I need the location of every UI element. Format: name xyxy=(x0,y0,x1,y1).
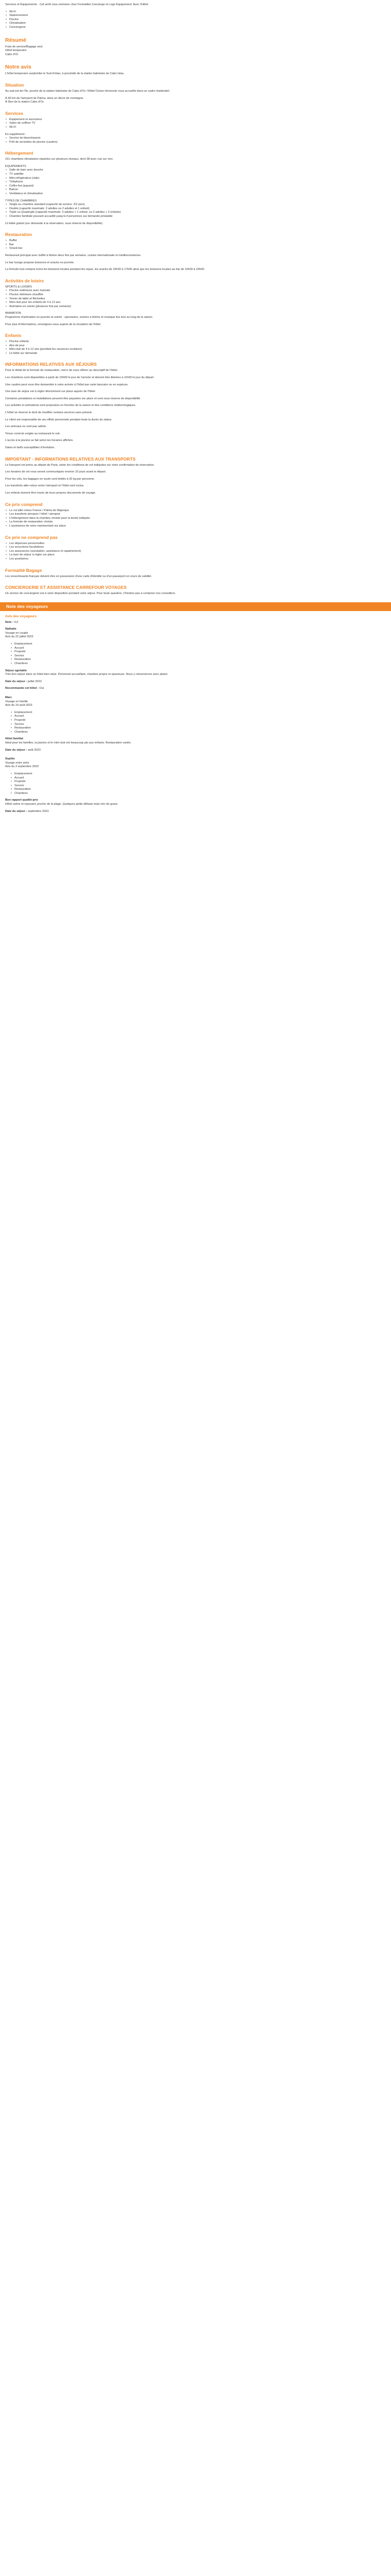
review-author xyxy=(5,757,386,761)
list-item: • Single ou chambre standard (capacité de service: 2/2 pers) xyxy=(5,203,386,207)
review-date: Avis du 22 juillet 2023 xyxy=(5,635,34,639)
criteria-item: • Chambres xyxy=(10,792,386,796)
list-item: • Balcon xyxy=(5,188,386,192)
criteria-item: • Propreté xyxy=(10,650,386,654)
section-heading: INFORMATIONS RELATIVES AUX SÉJOURS xyxy=(5,362,97,367)
list-item: • Le vol aller-retour France / Palma de Majorque xyxy=(5,509,386,513)
paragraph: Hôtel temporaire xyxy=(5,49,27,53)
review-date: Avis du 3 septembre 2023 xyxy=(5,765,39,769)
resto-list xyxy=(5,239,386,251)
list-item: • Les excursions facultatives xyxy=(5,546,386,550)
section-heading: Ce prix comprend xyxy=(5,501,43,507)
criteria-item: • Accueil xyxy=(10,715,386,719)
list-item: • Service de blanchisserie xyxy=(5,137,386,141)
review-criteria xyxy=(5,711,386,735)
paragraph: Lit bébé gratuit (sur demande à la réservation, sous réserve de disponibilité). xyxy=(5,222,103,225)
paragraph: Les chambres sont disponibles à partir de 15h00 le jour de l'arrivée et doivent être libérées à 11h00 le jour du départ. xyxy=(5,376,155,380)
paragraph: Restaurant principal avec buffet à thème deux fois par semaine, cuisine internationale et méditerranéenne. xyxy=(5,253,141,257)
criteria-item: • Emplacement xyxy=(10,711,386,715)
review-criteria xyxy=(5,772,386,796)
list-item: • Chambre familiale pouvant accueillir jusqu'à 4 personnes sur demande préalable xyxy=(5,215,386,219)
list-item: • Les assurances (annulation, assistance et rapatriement) xyxy=(5,550,386,554)
paragraph: Dates et tarifs susceptibles d'évolution. xyxy=(5,446,55,449)
trip-date-value: août 2023 xyxy=(27,748,41,752)
section-heading: Services xyxy=(5,110,23,116)
list-item: • Les dépenses personnelles xyxy=(5,542,386,546)
paragraph: Pour le détail de la formule de restauration, merci de vous référer au descriptif de l'hôtel. xyxy=(5,369,118,372)
criteria-item: • Propreté xyxy=(10,780,386,784)
included-list xyxy=(5,509,386,529)
paragraph: Le bar lounge propose boissons et snacks en journée. xyxy=(5,261,75,264)
list-item: • Stationnement xyxy=(5,14,386,18)
list-item: • Animation en soirée (plusieurs fois par semaine) xyxy=(5,305,386,309)
paragraph: L'hôtel se réserve le droit de modifier certains services sans préavis. xyxy=(5,411,93,415)
reviews-title: Avis des voyageurs xyxy=(5,614,37,618)
list-item: • Mini-réfrigérateur (vide) xyxy=(5,177,386,181)
review-trip-date xyxy=(5,680,386,684)
paragraph: Les animaux ne sont pas admis. xyxy=(5,425,47,429)
review-card xyxy=(5,628,386,691)
review-title: Bon rapport qualité-prix xyxy=(5,799,38,802)
services-list xyxy=(5,10,386,30)
not-included-list xyxy=(5,542,386,562)
list-item: • Wi-Fi xyxy=(5,10,386,14)
list-item: • Tennis de table et fléchettes xyxy=(5,297,386,301)
paragraph: Au sud-est de l'île, proche de la station balnéaire de Cabo d'Or, l'Hôtel Océan Horizonte vous accueille dans un cadre résidentiel. xyxy=(5,89,170,93)
list-item: • Les pourboires xyxy=(5,557,386,562)
review-card xyxy=(5,757,386,814)
review-author xyxy=(5,696,386,700)
review-date: Avis du 14 août 2023 xyxy=(5,704,32,707)
section-heading: Enfants xyxy=(5,333,22,338)
rating-label: Note : xyxy=(5,620,13,624)
subheading: SPORTS & LOISIRS xyxy=(5,285,32,289)
subheading: TYPES DE CHAMBRES xyxy=(5,199,37,202)
list-item: • Wi-Fi xyxy=(5,126,386,130)
services-extra-list xyxy=(5,137,386,144)
list-item: • Équipement et ascenseur xyxy=(5,118,386,122)
paragraph: À 40 km de l'aéroport de Palma, dans un décor de montagne. xyxy=(5,96,84,100)
list-item: • La taxe de séjour à régler sur place xyxy=(5,553,386,557)
list-item: • Salle de bain avec douche xyxy=(5,168,386,173)
list-item: • Ventilateur et climatisation xyxy=(5,192,386,196)
equip-list xyxy=(5,168,386,196)
list-item: • Piscine intérieure chauffée xyxy=(5,293,386,297)
criteria-item: • Service xyxy=(10,654,386,658)
rating xyxy=(5,621,386,625)
paragraph: L'accès à la piscine se fait selon les horaires affichés. xyxy=(5,439,74,443)
list-item: • Piscine enfants xyxy=(5,340,386,344)
list-item: • Mini-club de 4 à 12 ans (pendant les vacances scolaires) xyxy=(5,348,386,352)
paragraph: Pour les vols, les bagages en soute sont limités à 20 kg par personne. xyxy=(5,477,95,481)
list-item: • Coffre-fort (payant) xyxy=(5,184,386,189)
list-item: • Buffet xyxy=(5,239,386,243)
intro-text: Services et Équipements · Cet arrêt vous emmène chez Formalités Concierge et Loge Équipement. Avec l'Hôtel xyxy=(5,3,149,6)
criteria-item: • Restauration xyxy=(10,726,386,731)
services-detail-list xyxy=(5,118,386,130)
rating-value: 4,0 xyxy=(14,620,19,624)
review-text: Idéal pour les familles, la piscine et le mini-club ont beaucoup plu aux enfants. Restauration variée. xyxy=(5,741,132,744)
list-item: • La formule de restauration choisie xyxy=(5,520,386,524)
review-title: Hôtel familial xyxy=(5,737,23,741)
paragraph: Les horaires de vol vous seront communiqués environ 10 jours avant le départ. xyxy=(5,470,106,474)
section-heading: IMPORTANT - INFORMATIONS RELATIVES AUX TRANSPORTS xyxy=(5,456,136,462)
paragraph: Pour plus d'informations, renseignez-vous auprès de la réception de l'hôtel. xyxy=(5,323,102,326)
section-heading: Hébergement xyxy=(5,150,34,156)
children-list xyxy=(5,340,386,355)
review-text: Très bon séjour dans un hôtel bien situé. Personnel accueillant, chambre propre et spacieuse. Nous y retournerons avec plaisir. xyxy=(5,673,168,676)
paragraph: Tenue correcte exigée au restaurant le soir. xyxy=(5,432,61,435)
section-heading: CONCIERGERIE ET ASSISTANCE CARREFOUR VOYAGES xyxy=(5,585,127,590)
criteria-item: • Accueil xyxy=(10,776,386,781)
list-item: • L'assistance de notre représentant sur place xyxy=(5,524,386,529)
reviews-header-bar: Note des voyageurs xyxy=(0,602,391,611)
section-heading: Résumé xyxy=(5,37,26,43)
list-item: • Salon de coiffure TV xyxy=(5,122,386,126)
paragraph: Une caution peut vous être demandée à votre arrivée à l'hôtel par carte bancaire ou en espèces. xyxy=(5,383,128,386)
criteria-item: • Accueil xyxy=(10,647,386,651)
author-name: Sophie xyxy=(5,757,15,761)
list-item: • Bar xyxy=(5,243,386,247)
criteria-item: • Chambres xyxy=(10,731,386,735)
paragraph: Le client est responsable de ses effets personnels pendant toute la durée du séjour. xyxy=(5,418,112,421)
criteria-item: • Emplacement xyxy=(10,642,386,647)
list-item: • L'hébergement dans la chambre choisie pour la durée indiquée xyxy=(5,517,386,521)
criteria-item: • Service xyxy=(10,784,386,788)
paragraph: En supplément : xyxy=(5,132,26,136)
recommend-label: Recommande cet hôtel : xyxy=(5,687,39,690)
trip-date-value: septembre 2023 xyxy=(27,809,49,813)
section-heading: Restauration xyxy=(5,232,32,238)
paragraph: Les activités et animations sont proposées en fonction de la saison et des conditions météorologiques. xyxy=(5,404,136,408)
list-item: • Piscine xyxy=(5,18,386,22)
reviews-section xyxy=(0,611,391,814)
criteria-item: • Emplacement xyxy=(10,772,386,776)
list-item: • Téléphone xyxy=(5,180,386,184)
review-author xyxy=(5,628,386,632)
paragraph: Une taxe de séjour est à régler directement sur place auprès de l'hôtel. xyxy=(5,390,96,394)
trip-date-label: Date du séjour : xyxy=(5,748,27,752)
review-trip-date xyxy=(5,810,386,814)
section-heading: Ce prix ne comprend pas xyxy=(5,534,58,540)
criteria-item: • Chambres xyxy=(10,662,386,666)
paragraph: À 3km de la station Cabo d'Or. xyxy=(5,100,44,104)
recommend-value: Oui xyxy=(39,687,44,690)
list-item: • Mini-club pour les enfants de 4 à 12 ans xyxy=(5,301,386,305)
subheading: ANIMATION xyxy=(5,312,21,315)
trip-date-value: juillet 2023 xyxy=(27,680,42,683)
paragraph: Le transport est prévu au départ de Paris, selon les conditions de vol indiquées sur votre confirmation de réservation. xyxy=(5,463,155,467)
list-item: • Snack-bar xyxy=(5,247,386,251)
review-card xyxy=(5,696,386,752)
list-item: • Lit bébé sur demande xyxy=(5,352,386,356)
section-heading: Activités de loisirs xyxy=(5,278,44,283)
author-name: Nathalie xyxy=(5,628,17,631)
criteria-item: • Restauration xyxy=(10,788,386,792)
paragraph: Les enfants doivent être munis de leurs propres documents de voyage. xyxy=(5,491,96,495)
paragraph: Les ressortissants français doivent être en possession d'une carte d'identité ou d'un passeport en cours de validité. xyxy=(5,574,152,578)
section-heading: Formalité Bagage xyxy=(5,567,42,573)
list-item: • Piscine extérieure avec transats xyxy=(5,289,386,293)
activities-list xyxy=(5,289,386,309)
paragraph: Cabo d'Or xyxy=(5,53,19,56)
list-item: • Conciergerie xyxy=(5,26,386,30)
list-item: • Aire de jeux xyxy=(5,344,386,348)
paragraph: La formule tout compris inclut les boissons locales pendant les repas, les snacks de 10h30 à 17h00 ainsi que les boissons locales au bar de 10h00 à 23h00. xyxy=(5,268,205,272)
review-criteria xyxy=(5,642,386,666)
types-list xyxy=(5,203,386,218)
section-heading: Situation xyxy=(5,82,24,88)
trip-date-label: Date du séjour : xyxy=(5,680,27,683)
review-text: Hôtel calme et reposant, proche de la plage. Quelques petits défauts mais rien de grave. xyxy=(5,803,119,806)
paragraph: Frais de service/Bagage seul xyxy=(5,45,43,48)
paragraph: Un service de conciergerie est à votre disposition pendant votre séjour. Pour toute question, n'hésitez pas à contacter nos conseillers. xyxy=(5,592,176,596)
review-trip: Voyage en famille xyxy=(5,700,28,703)
paragraph: Les transferts aller-retour entre l'aéroport et l'hôtel sont inclus. xyxy=(5,484,85,488)
list-item: • Triple ou Quadruple (capacité maximale: 3 adultes + 1 enfant, ou 2 adultes + 2 enfants) xyxy=(5,211,386,215)
criteria-item: • Service xyxy=(10,723,386,727)
subheading: ÉQUIPEMENTS xyxy=(5,164,26,168)
review-title: Séjour agréable xyxy=(5,669,27,672)
review-trip: Voyage entre amis xyxy=(5,761,29,765)
author-name: Marc xyxy=(5,696,12,699)
trip-date-label: Date du séjour : xyxy=(5,809,27,813)
paragraph: 151 chambres climatisées réparties sur plusieurs niveaux, dont 38 avec vue sur mer. xyxy=(5,158,113,161)
paragraph: L'hôtel temporaire surplombe le Sud d'Islas, à proximité de la station balnéaire de Cabo Islas. xyxy=(5,72,124,76)
section-heading: Notre avis xyxy=(5,64,31,71)
review-trip: Voyage en couple xyxy=(5,631,28,635)
criteria-item: • Propreté xyxy=(10,719,386,723)
list-item: • Prêt de serviettes de piscine (caution) xyxy=(5,141,386,145)
list-item: • TV satellite xyxy=(5,173,386,177)
review-recommend xyxy=(5,687,386,691)
review-trip-date xyxy=(5,749,386,753)
list-item: • Climatisation xyxy=(5,22,386,26)
paragraph: Certaines prestations et installations peuvent être payantes sur place et sont sous réserve de disponibilité. xyxy=(5,397,141,400)
list-item: • Les transferts aéroport / hôtel / aéroport xyxy=(5,513,386,517)
paragraph: Programme d'animation en journée et soirée : spectacles, soirées à thème et musique live tout au long de la saison. xyxy=(5,315,153,319)
list-item: • Double (capacité maximale: 2 adultes ou 2 adultes et 1 enfant) xyxy=(5,207,386,211)
criteria-item: • Restauration xyxy=(10,658,386,662)
